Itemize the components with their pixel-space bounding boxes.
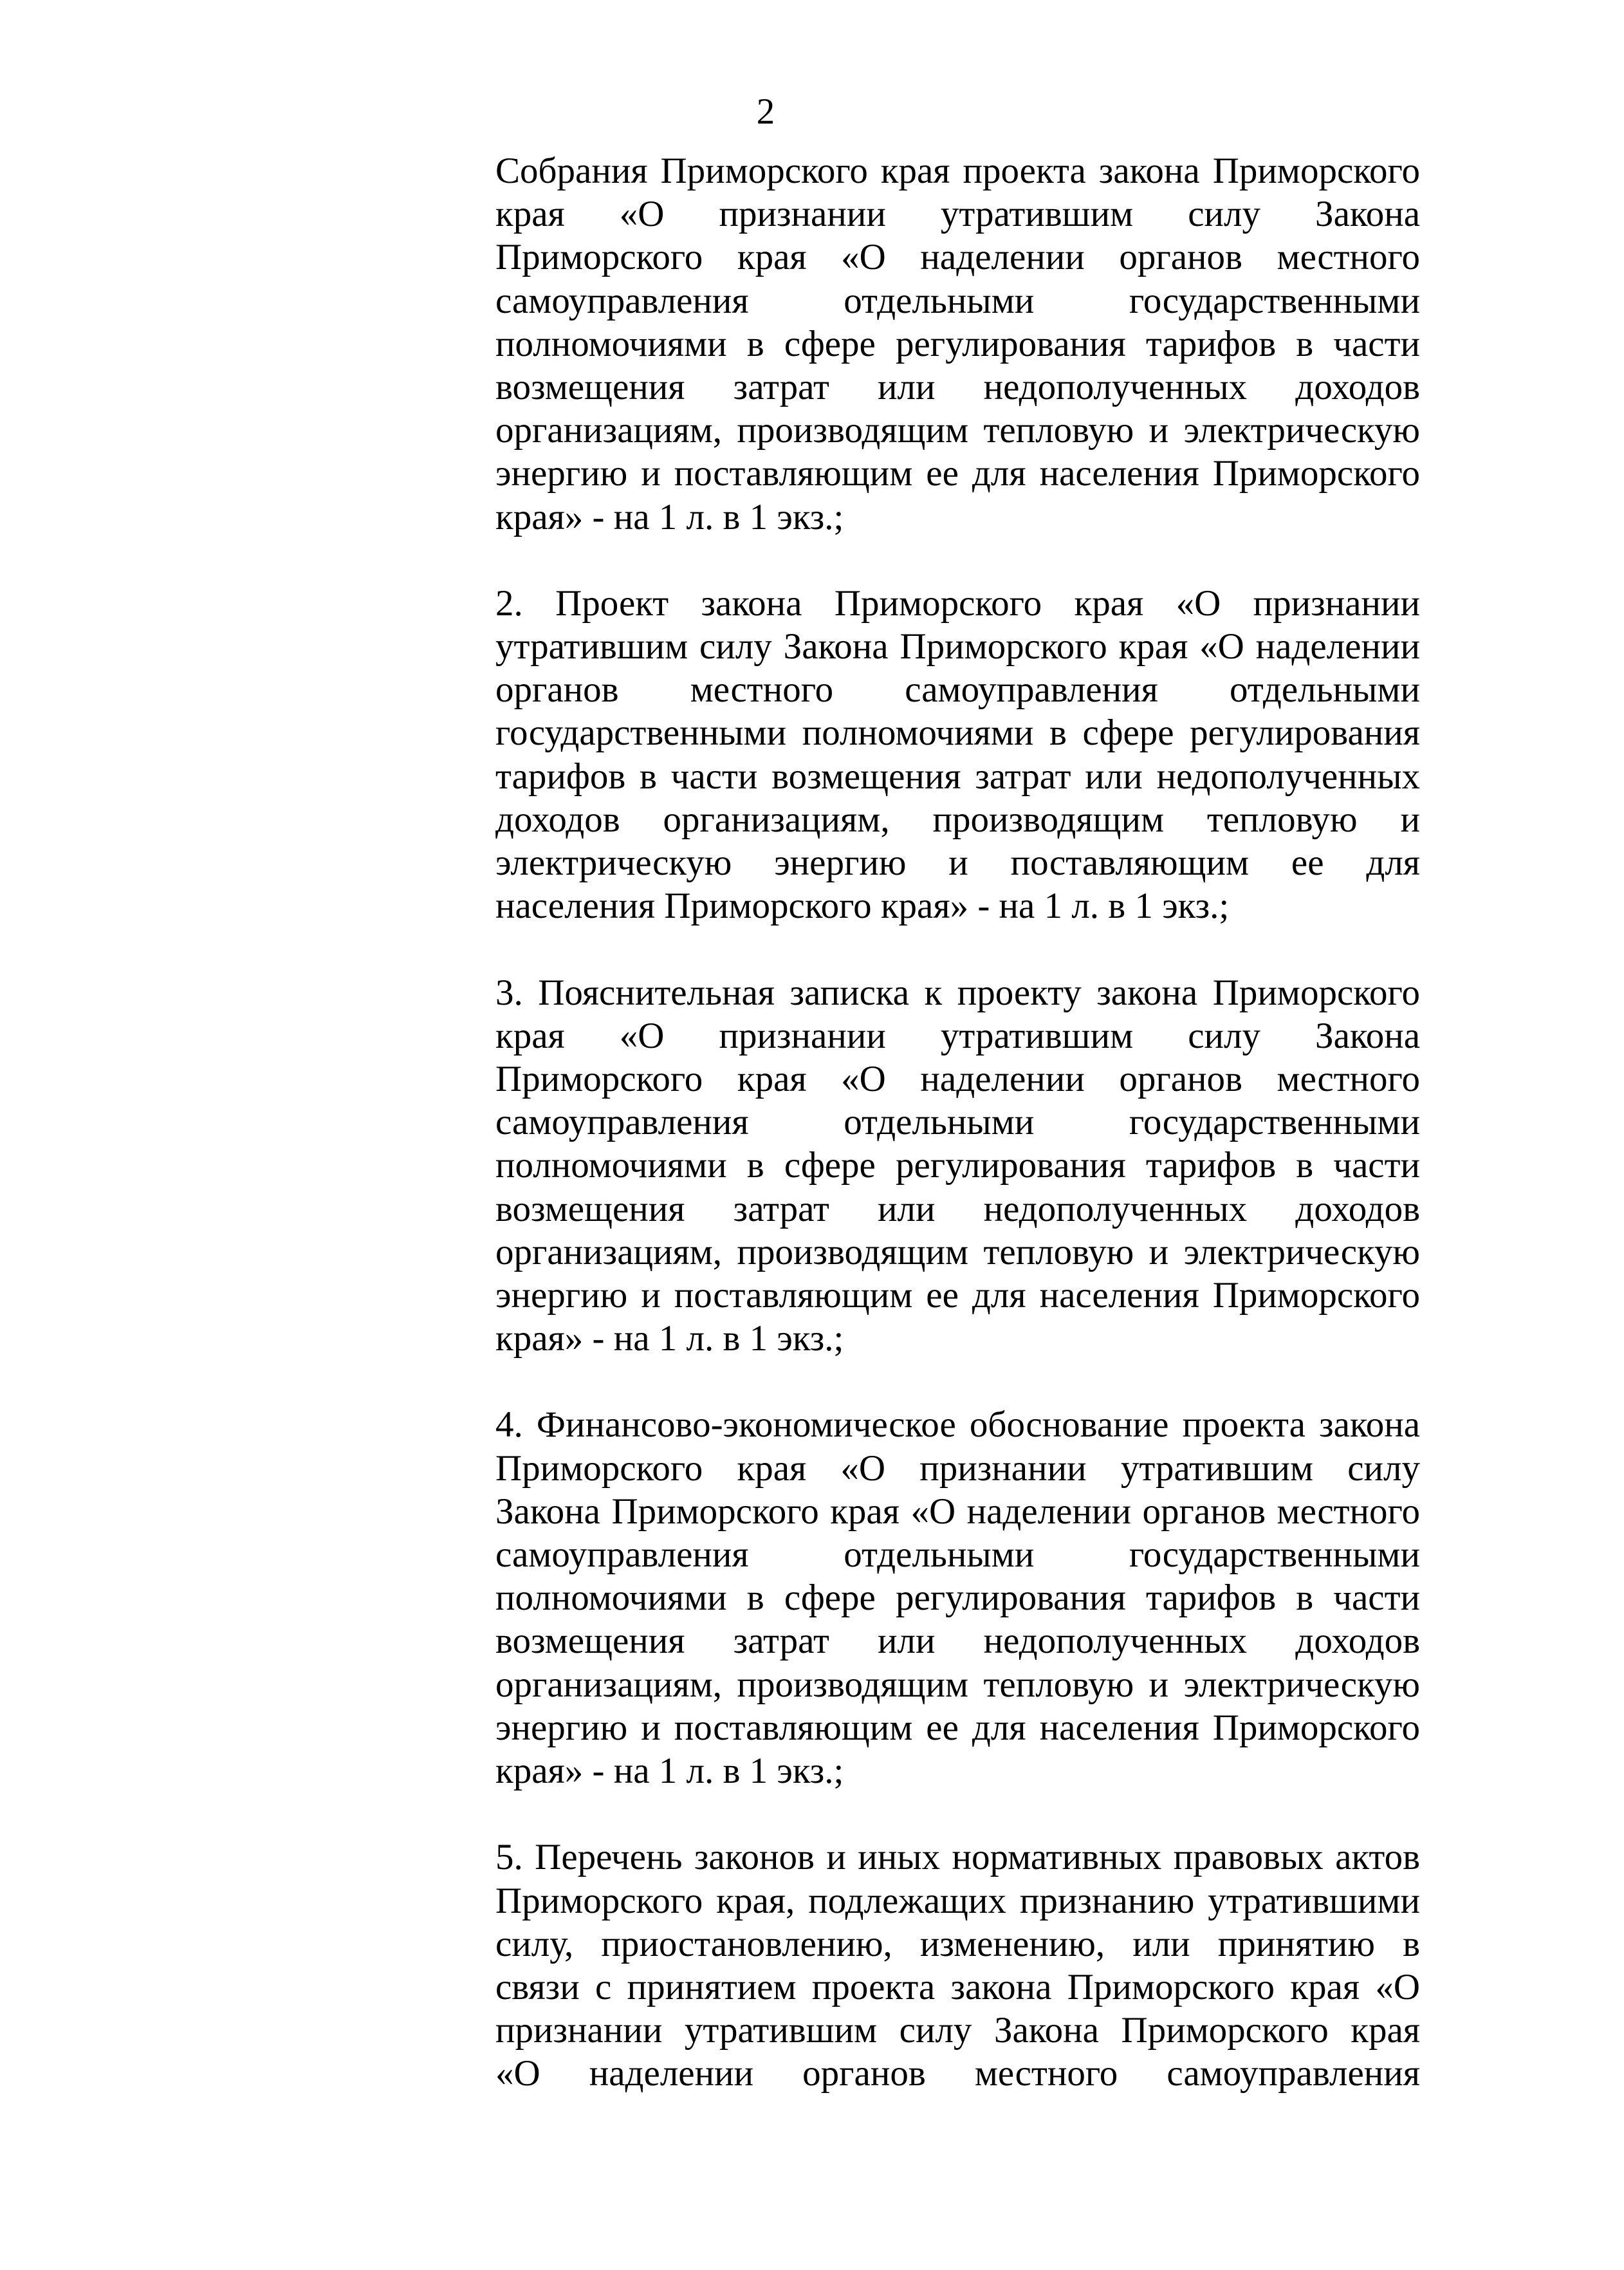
text-line: полномочиями в сфере регулирования тарифов в части: [495, 323, 1420, 364]
text-line: энергию и поставляющим ее для населения Приморского: [495, 1274, 1420, 1316]
text-line: доходов организациям, производящим тепловую и: [495, 799, 1420, 840]
paragraph-5: [495, 1836, 1420, 2095]
text-line: самоуправления отдельными государственными: [495, 1534, 1420, 1575]
text-line: организациям, производящим тепловую и электрическую: [495, 1664, 1420, 1705]
text-line: 2. Проект закона Приморского края «О признании: [495, 582, 1420, 624]
text-line: государственными полномочиями в сфере регулирования: [495, 712, 1420, 754]
text-line: 4. Финансово-экономическое обоснование проекта закона: [495, 1404, 1420, 1446]
paragraph-2: [495, 582, 1420, 928]
paragraph-4: [495, 1403, 1420, 1792]
text-line: края» - на 1 л. в 1 экз.;: [495, 496, 844, 537]
text-line: края» - на 1 л. в 1 экз.;: [495, 1318, 844, 1359]
text-line: самоуправления отдельными государственными: [495, 1102, 1420, 1143]
text-line: 5. Перечень законов и иных нормативных правовых актов: [495, 1837, 1420, 1878]
text-line: «О наделении органов местного самоуправления: [495, 2053, 1420, 2094]
page-number: 2: [756, 91, 775, 132]
text-line: края «О признании утратившим силу Закона: [495, 1015, 1420, 1056]
text-line: полномочиями в сфере регулирования тарифов в части: [495, 1577, 1420, 1619]
text-line: организациям, производящим тепловую и электрическую: [495, 410, 1420, 451]
text-line: признании утратившим силу Закона Приморского края: [495, 2010, 1420, 2051]
paragraph-1: [495, 149, 1420, 539]
text-line: Закона Приморского края «О наделении органов местного: [495, 1491, 1420, 1532]
text-line: населения Приморского края» - на 1 л. в 1 экз.;: [495, 886, 1230, 927]
text-line: края «О признании утратившим силу Закона: [495, 194, 1420, 235]
text-line: связи с принятием проекта закона Приморского края «О: [495, 1966, 1420, 2007]
paragraph-3: [495, 971, 1420, 1361]
text-line: энергию и поставляющим ее для населения Приморского: [495, 1707, 1420, 1748]
document-body: [495, 149, 1420, 2139]
text-line: Собрания Приморского края проекта закона Приморского: [495, 151, 1420, 191]
text-line: силу, приостановлению, изменению, или принятию в: [495, 1923, 1420, 1964]
text-line: энергию и поставляющим ее для населения Приморского: [495, 453, 1420, 494]
text-line: органов местного самоуправления отдельными: [495, 669, 1420, 711]
text-line: утратившим силу Закона Приморского края «О наделении: [495, 626, 1420, 667]
text-line: полномочиями в сфере регулирования тарифов в части: [495, 1145, 1420, 1186]
text-line: Приморского края «О наделении органов местного: [495, 237, 1420, 278]
text-line: возмещения затрат или недополученных доходов: [495, 1621, 1420, 1662]
text-line: тарифов в части возмещения затрат или недополученных: [495, 756, 1420, 797]
text-line: Приморского края «О наделении органов местного: [495, 1058, 1420, 1099]
text-line: организациям, производящим тепловую и электрическую: [495, 1231, 1420, 1272]
text-line: края» - на 1 л. в 1 экз.;: [495, 1750, 844, 1791]
text-line: Приморского края, подлежащих признанию утратившими: [495, 1880, 1420, 1921]
text-line: Приморского края «О признании утратившим силу: [495, 1447, 1420, 1489]
text-line: электрическую энергию и поставляющим ее для: [495, 842, 1420, 883]
text-line: возмещения затрат или недополученных доходов: [495, 366, 1420, 407]
text-line: 3. Пояснительная записка к проекту закона Приморского: [495, 972, 1420, 1013]
text-line: самоуправления отдельными государственными: [495, 280, 1420, 321]
text-line: возмещения затрат или недополученных доходов: [495, 1188, 1420, 1229]
